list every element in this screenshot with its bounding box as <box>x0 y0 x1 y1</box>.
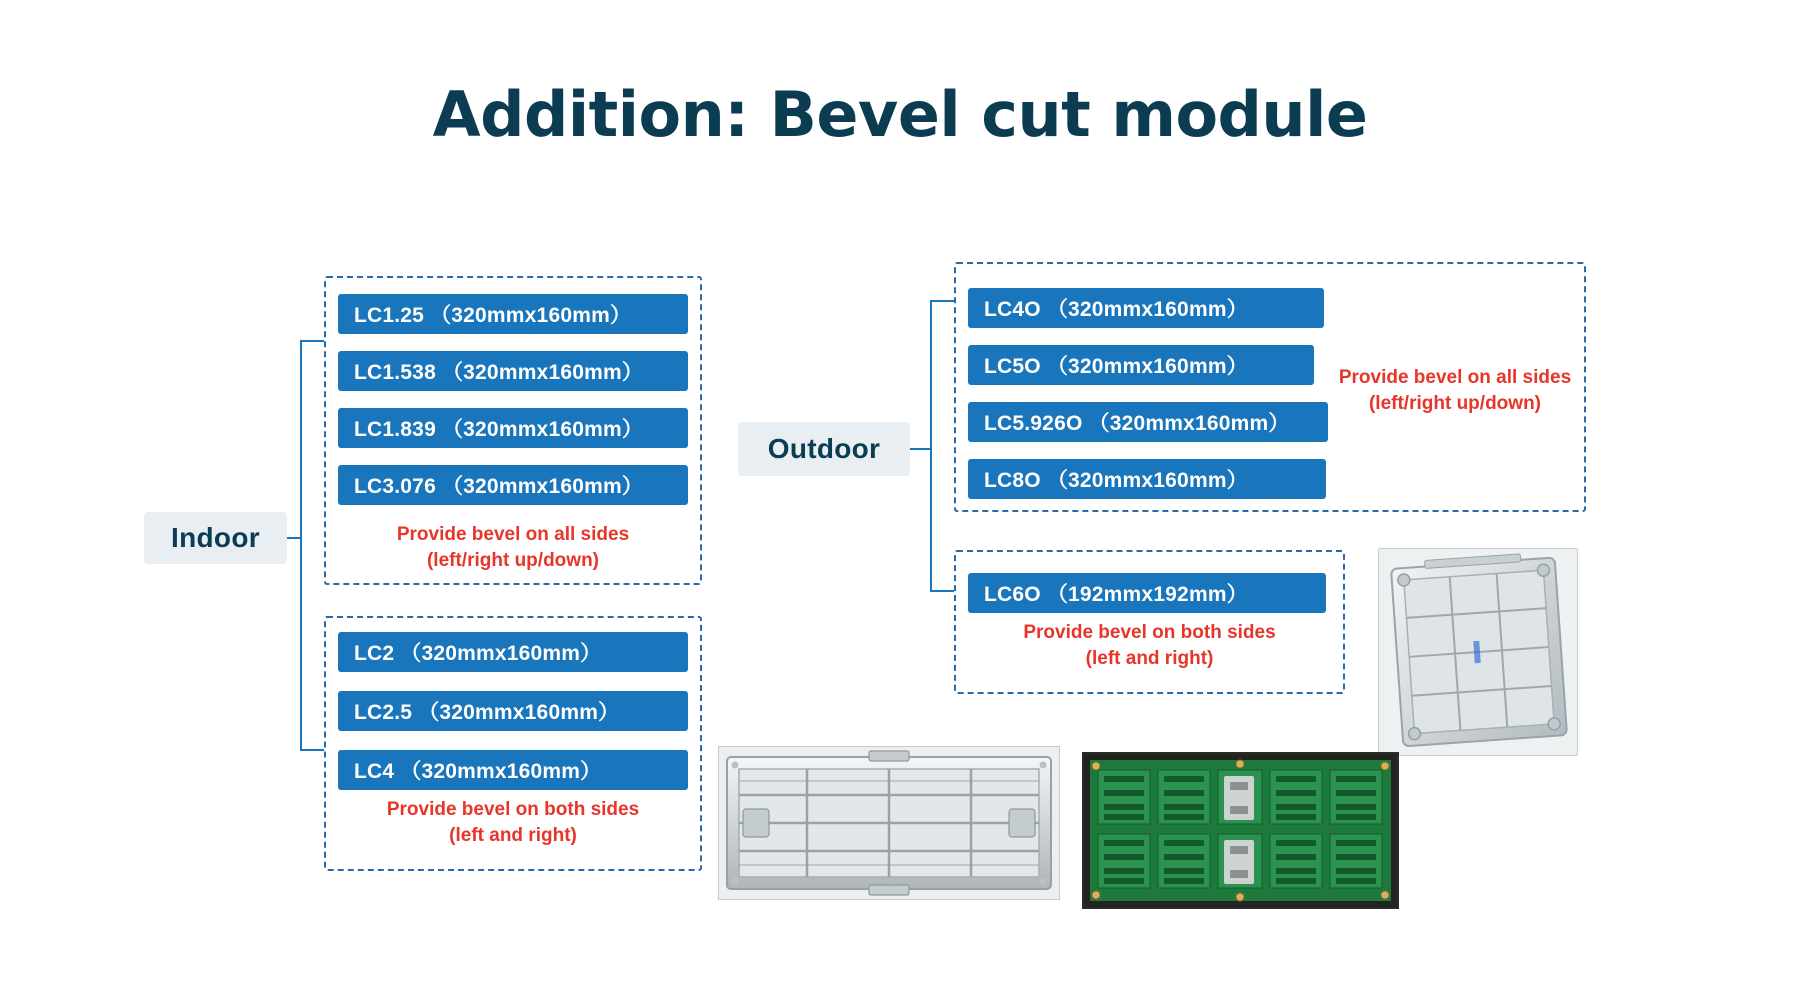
indoor-group-label <box>144 512 287 564</box>
outdoor-chip-lc8o[interactable]: LC8O （320mmx160mm） <box>968 459 1326 499</box>
indoor-chip-lc4[interactable]: LC4 （320mmx160mm） <box>338 750 688 790</box>
outdoor-both-sides-note: Provide bevel on both sides (left and right) <box>1023 622 1276 669</box>
outdoor-left-bracket-vertical <box>930 300 932 590</box>
outdoor-chip-lc4o[interactable]: LC4O （320mmx160mm） <box>968 288 1324 328</box>
indoor-chip-lc2[interactable]: LC2 （320mmx160mm） <box>338 632 688 672</box>
indoor-chip-lc3076[interactable]: LC3.076 （320mmx160mm） <box>338 465 688 505</box>
outdoor-chip-lc5926o[interactable]: LC5.926O （320mmx160mm） <box>968 402 1328 442</box>
led-module-pcb-graphic <box>1084 754 1397 907</box>
indoor-bracket-vertical <box>300 340 302 750</box>
outdoor-group-label-text: Outdoor <box>767 433 881 464</box>
indoor-chip-lc1839[interactable]: LC1.839 （320mmx160mm） <box>338 408 688 448</box>
indoor-bracket-stub-bottom <box>300 749 324 751</box>
indoor-group-label-text: Indoor <box>171 522 260 553</box>
indoor-chip-lc125[interactable]: LC1.25 （320mmx160mm） <box>338 294 688 334</box>
indoor-chip-lc1538[interactable]: LC1.538 （320mmx160mm） <box>338 351 688 391</box>
outdoor-left-bracket-stub-bottom <box>930 590 954 592</box>
outdoor-cabinet-frame-graphic <box>719 747 1059 899</box>
outdoor-all-sides-note: Provide bevel on all sides (left/right up/down) <box>1338 367 1572 414</box>
small-cabinet-frame-photo <box>1378 548 1578 756</box>
indoor-chip-lc25[interactable]: LC2.5 （320mmx160mm） <box>338 691 688 731</box>
indoor-bracket-stub-center <box>287 537 301 539</box>
indoor-both-sides-note: Provide bevel on both sides (left and right) <box>386 799 640 846</box>
led-module-pcb-photo <box>1082 752 1399 909</box>
page-title: Addition: Bevel cut module <box>432 78 1368 151</box>
outdoor-cabinet-frame-photo <box>718 746 1060 900</box>
outdoor-chip-lc6o[interactable]: LC6O （192mmx192mm） <box>968 573 1326 613</box>
indoor-all-sides-note: Provide bevel on all sides (left/right up/down) <box>396 524 630 571</box>
small-cabinet-frame-graphic <box>1379 549 1577 755</box>
outdoor-left-bracket-stub-center <box>910 448 931 450</box>
outdoor-left-bracket-stub-top <box>930 300 954 302</box>
indoor-bracket-stub-top <box>300 340 324 342</box>
outdoor-group-label <box>738 422 910 476</box>
outdoor-chip-lc5o[interactable]: LC5O （320mmx160mm） <box>968 345 1314 385</box>
